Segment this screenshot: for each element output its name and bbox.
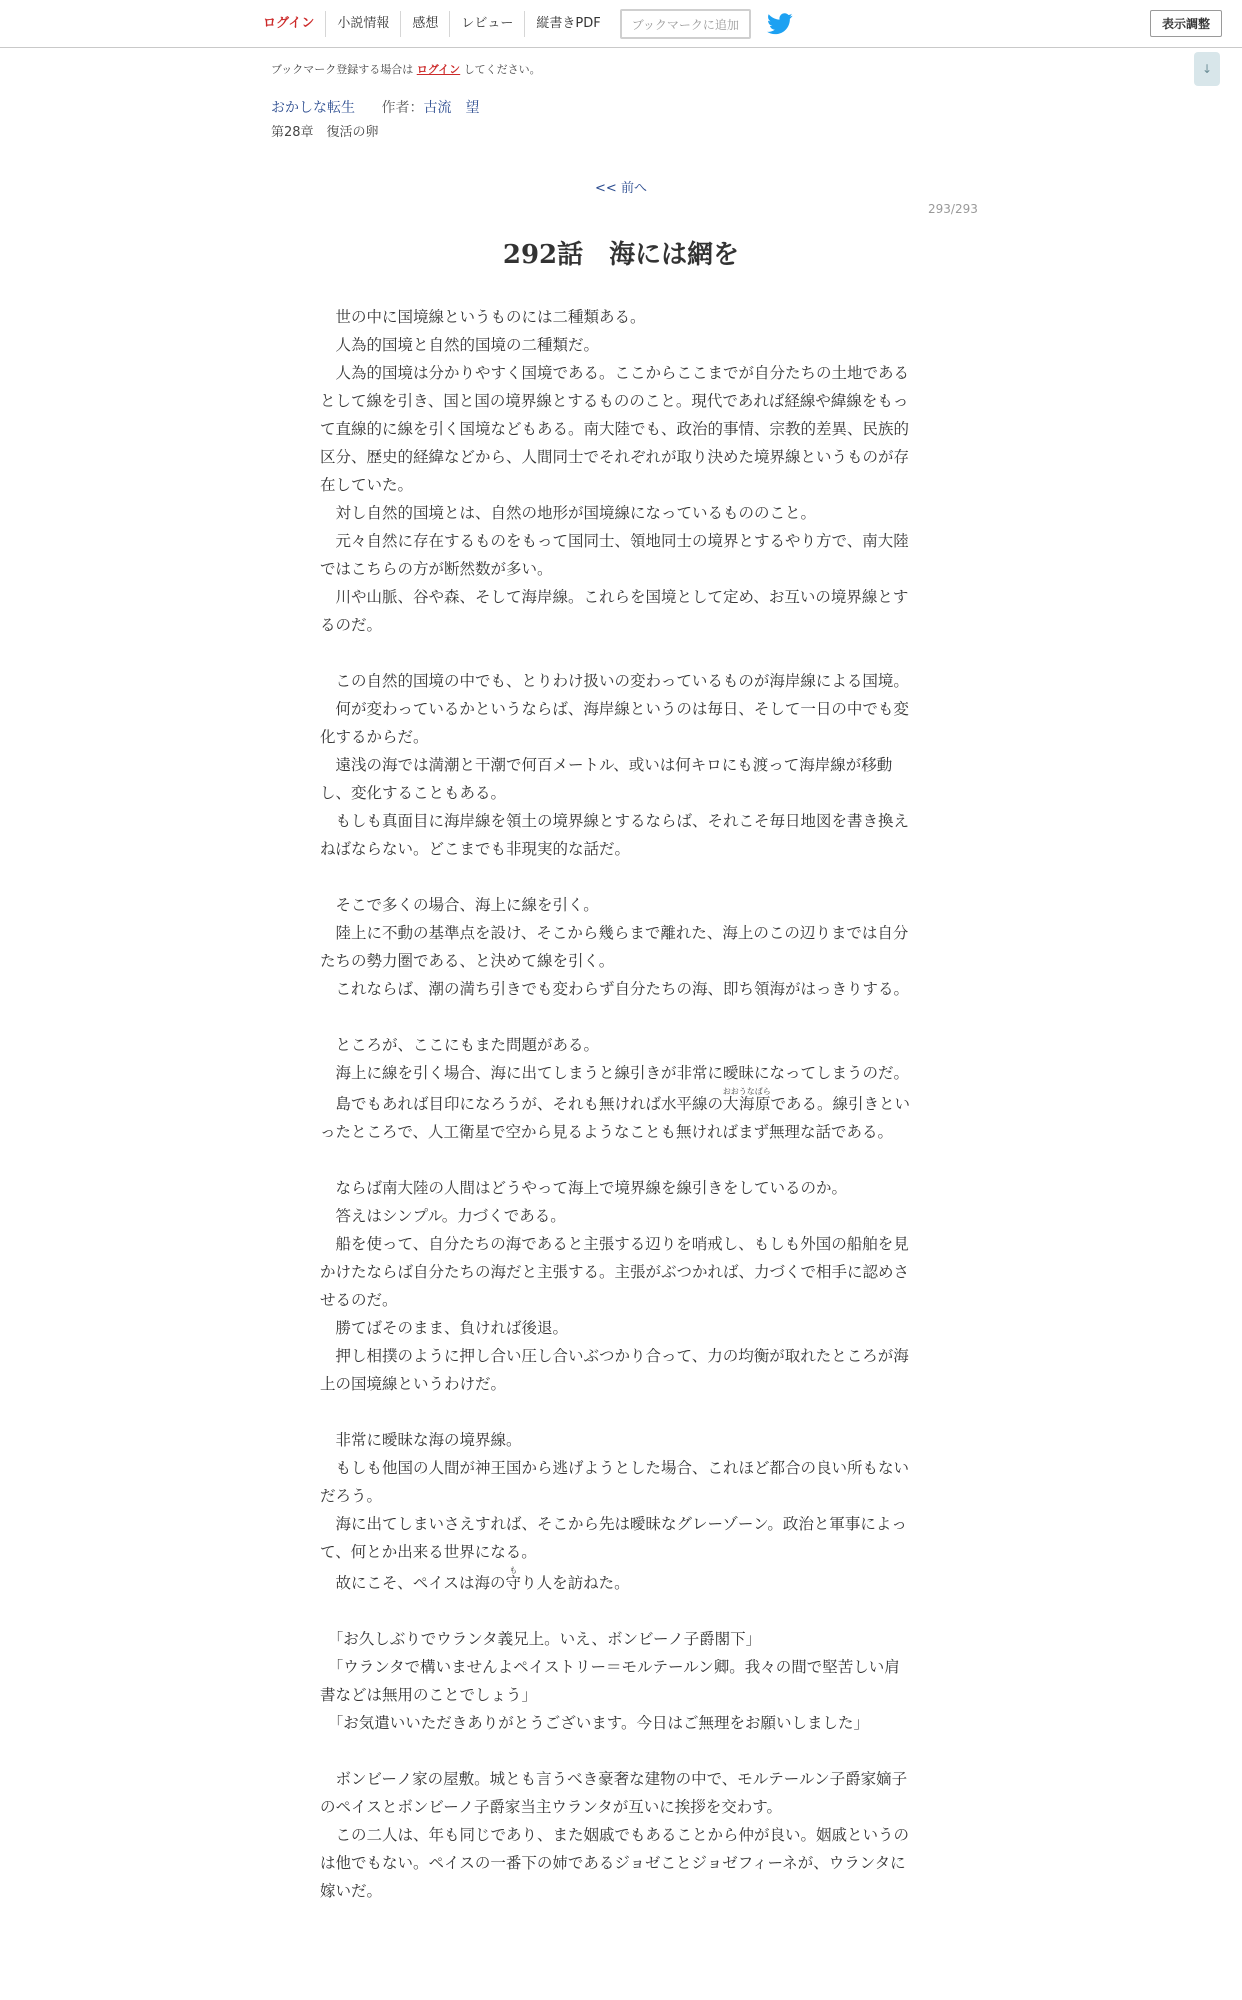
blank-line: [320, 1737, 915, 1765]
paragraph: 何が変わっているかというならば、海岸線というのは毎日、そして一日の中でも変化するからだ。: [320, 700, 909, 746]
notice-login-link[interactable]: ログイン: [416, 63, 461, 76]
novel-meta: [271, 97, 479, 117]
ruby-text-before: 故にこそ、ペイスは海の: [335, 1574, 506, 1592]
twitter-bird-icon[interactable]: [767, 13, 793, 35]
prev-page-link[interactable]: << 前へ: [595, 181, 647, 196]
author-link[interactable]: 古流 望: [423, 100, 480, 116]
nav-novel-info[interactable]: 小説情報: [326, 11, 401, 37]
paragraph: 陸上に不動の基準点を設け、そこから幾らまで離れた、海上のこの辺りまでは自分たちの勢力圏である、と決めて線を引く。: [320, 924, 909, 970]
ruby-ocean: [722, 1087, 771, 1113]
ruby-base: 守: [505, 1574, 522, 1592]
paragraph: 非常に曖昧な海の境界線。: [335, 1431, 522, 1449]
paragraph: 遠浅の海では満潮と干潮で何百メートル、或いは何キロにも渡って海岸線が移動し、変化することもある。: [320, 756, 893, 802]
paragraph: ところが、ここにもまた問題がある。: [335, 1036, 600, 1054]
paragraph: 船を使って、自分たちの海であると主張する辺りを哨戒し、もしも外国の船舶を見かけたならば自分たちの海だと主張する。主張がぶつかれば、力づくで相手に認めさせるのだ。: [320, 1235, 910, 1309]
ruby-text-after: り人を訪ねた。: [521, 1574, 630, 1592]
paragraph: ボンビーノ家の屋敷。城とも言うべき豪奢な建物の中で、モルテールン子爵家嫡子のペイスとボンビーノ子爵家当主ウランタが互いに挨拶を交わす。: [320, 1770, 908, 1816]
notice-text-after: してください。: [463, 63, 541, 76]
paragraph: この二人は、年も同じであり、また姻戚でもあることから仲が良い。姻戚というのは他でもない。ペイスの一番下の姉であるジョゼことジョゼフィーネが、ウランタに嫁いだ。: [320, 1826, 910, 1900]
ruby-text-before: 島でもあれば目印になろうが、それも無ければ水平線の: [335, 1095, 724, 1113]
paragraph: もしも他国の人間が神王国から逃げようとした場合、これほど都合の良い所もないだろう。: [320, 1459, 910, 1505]
blank-line: [320, 1003, 915, 1031]
novel-body: [320, 303, 915, 1905]
chapter-title: 第28章 復活の卵: [271, 125, 379, 140]
paragraph: 人為的国境は分かりやすく国境である。ここからここまでが自分たちの土地であるとして線を引き、国と国の境界線とするもののこと。現代であれば経線や緯線をもって直線的に線を引く国境などもある。南大陸でも、政治的事情、宗教的差異、民族的区分、歴史的経緯などから、人間同士でそれぞれが取り決めた境界線というものが存在していた。: [320, 364, 910, 494]
paragraph: もしも真面目に海岸線を領土の境界線とするならば、それこそ毎日地図を書き換えねばならない。どこまでも非現実的な話だ。: [320, 812, 910, 858]
ruby-text-after: である。線引きといったところで、人工衛星で空から見るようなことも無ければまず無理な話である。: [320, 1095, 911, 1141]
ruby-protect: [505, 1566, 522, 1592]
paragraph: これならば、潮の満ち引きでも変わらず自分たちの海、即ち領海がはっきりする。: [335, 980, 910, 998]
paragraph: 海に出てしまいさえすれば、そこから先は曖昧なグレーゾーン。政治と軍事によって、何とか出来る世界になる。: [320, 1515, 907, 1561]
dialog-line: 「ウランタで構いませんよペイストリー＝モルテールン卿。我々の間で堅苦しい肩書などは無用のことでしょう」: [320, 1658, 900, 1704]
top-navigation-bar: [0, 0, 1242, 48]
paragraph-with-ruby: [320, 1566, 915, 1597]
paragraph: 人為的国境と自然的国境の二種類だ。: [335, 336, 600, 354]
blank-line: [320, 1597, 915, 1625]
bookmark-login-notice: [271, 61, 541, 77]
main-nav: [252, 0, 793, 48]
display-adjust-button[interactable]: 表示調整: [1150, 10, 1222, 37]
nav-impressions[interactable]: 感想: [401, 11, 450, 37]
paragraph: 元々自然に存在するものをもって国同士、領地同士の境界とするやり方で、南大陸ではこちらの方が断然数が多い。: [320, 532, 909, 578]
paragraph: 答えはシンプル。力づくである。: [335, 1207, 566, 1225]
blank-line: [320, 639, 915, 667]
blank-line: [320, 863, 915, 891]
author-label: 作者：: [381, 100, 424, 116]
add-bookmark-button[interactable]: ブックマークに追加: [620, 9, 751, 39]
ruby-reading: も: [505, 1566, 522, 1575]
dialog-line: 「お気遣いいただきありがとうございます。今日はご無理をお願いしました」: [327, 1714, 870, 1732]
paragraph: この自然的国境の中でも、とりわけ扱いの変わっているものが海岸線による国境。: [335, 672, 909, 690]
paragraph-with-ruby: [320, 1087, 915, 1146]
nav-review[interactable]: レビュー: [450, 11, 525, 37]
nav-vertical-pdf[interactable]: 縦書きPDF: [536, 16, 601, 31]
paragraph: 川や山脈、谷や森、そして海岸線。これらを国境として定め、お互いの境界線とするのだ。: [320, 588, 909, 634]
page-count: 293/293: [928, 202, 978, 216]
paragraph: 対し自然的国境とは、自然の地形が国境線になっているもののこと。: [335, 504, 817, 522]
ruby-reading: おおうなばら: [722, 1087, 771, 1096]
notice-text-before: ブックマーク登録する場合は: [271, 63, 414, 76]
down-arrow-icon[interactable]: ↓: [1194, 52, 1220, 86]
paragraph: 押し相撲のように押し合い圧し合いぶつかり合って、力の均衡が取れたところが海上の国境線というわけだ。: [320, 1347, 909, 1393]
paragraph: 世の中に国境線というものには二種類ある。: [335, 308, 646, 326]
ruby-base: 大海原: [722, 1095, 771, 1113]
paragraph: 勝てばそのまま、負ければ後退。: [335, 1319, 569, 1337]
paragraph: 海上に線を引く場合、海に出てしまうと線引きが非常に曖昧になってしまうのだ。: [335, 1064, 910, 1082]
blank-line: [320, 1146, 915, 1174]
novel-title-link[interactable]: おかしな転生: [271, 100, 355, 116]
episode-title: 292話 海には網を: [502, 240, 740, 270]
paragraph: ならば南大陸の人間はどうやって海上で境界線を線引きをしているのか。: [335, 1179, 848, 1197]
blank-line: [320, 1398, 915, 1426]
nav-login[interactable]: ログイン: [252, 11, 326, 37]
paragraph: そこで多くの場合、海上に線を引く。: [335, 896, 599, 914]
dialog-line: 「お久しぶりでウランタ義兄上。いえ、ボンビーノ子爵閣下」: [327, 1630, 762, 1648]
